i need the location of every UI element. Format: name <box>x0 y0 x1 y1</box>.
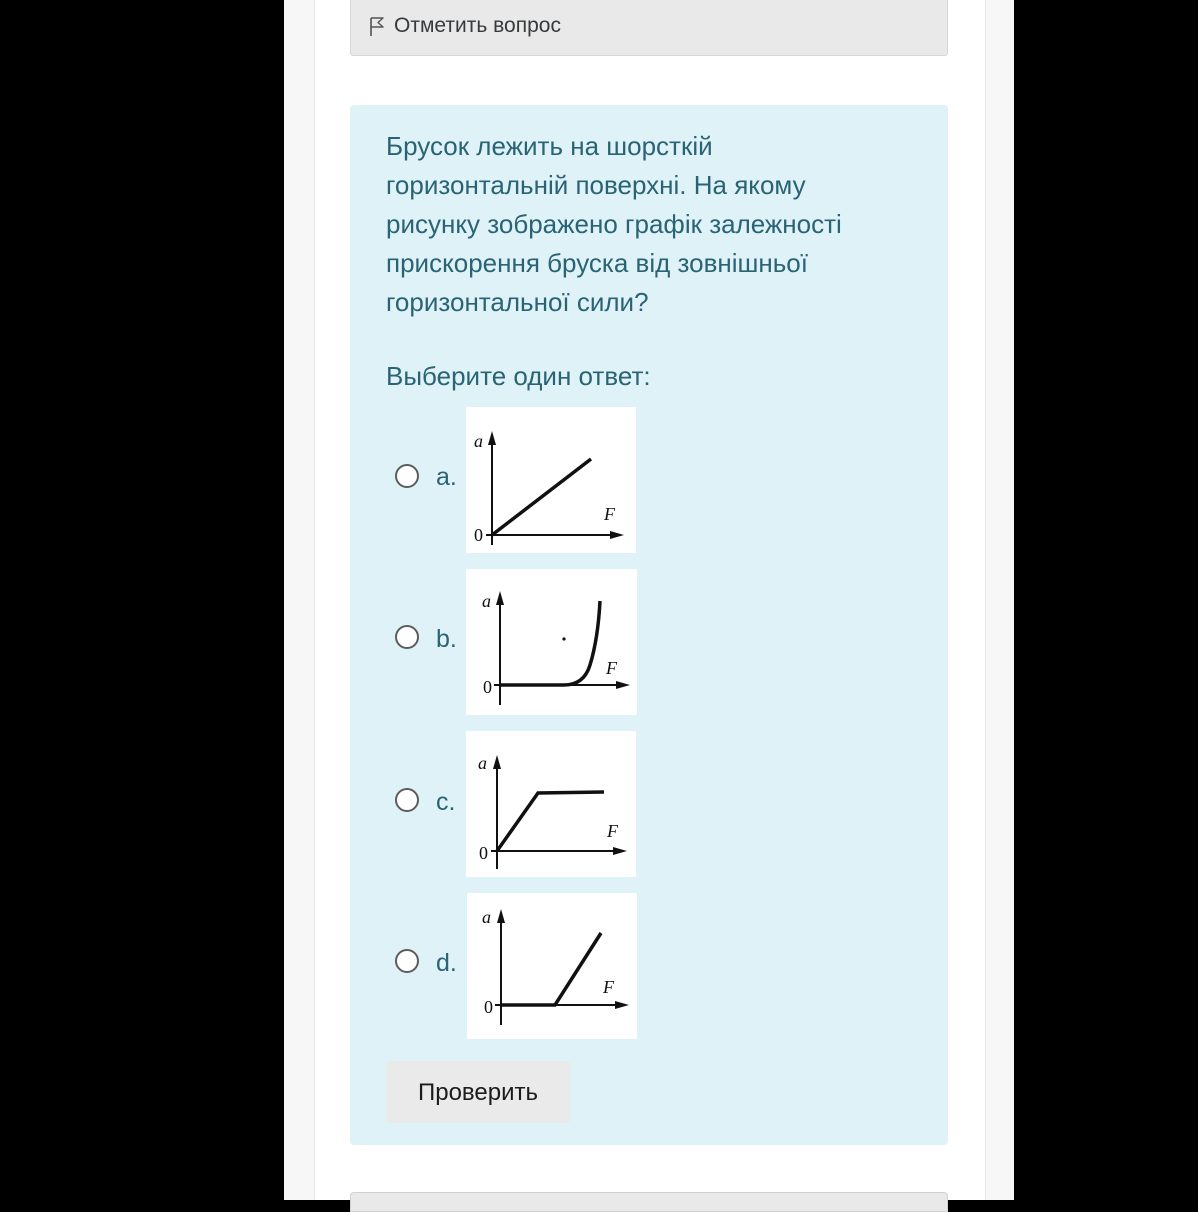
origin-label: 0 <box>484 997 493 1017</box>
axis-label-a: a <box>478 753 487 773</box>
option-c-graph[interactable] <box>466 731 636 877</box>
option-c-label[interactable]: c. <box>436 788 456 816</box>
axis-label-f: F <box>607 821 618 841</box>
option-d-graph[interactable] <box>467 893 637 1039</box>
check-button[interactable]: Проверить <box>386 1061 570 1123</box>
question-line: Брусок лежить на шорсткій <box>386 131 713 161</box>
answer-prompt: Выберите один ответ: <box>386 361 651 391</box>
question-line: прискорення бруска від зовнішньої <box>386 248 808 278</box>
question-line: горизонтальної сили? <box>386 287 649 317</box>
flag-icon[interactable] <box>369 17 385 37</box>
axis-label-f: F <box>603 977 614 997</box>
axis-label-f: F <box>606 658 617 678</box>
axis-label-f: F <box>604 504 615 524</box>
option-a-radio[interactable] <box>395 464 419 488</box>
axis-label-a: a <box>482 907 491 927</box>
option-b-label[interactable]: b. <box>436 625 457 653</box>
question-text <box>386 127 896 322</box>
origin-label: 0 <box>483 677 492 697</box>
flag-question-link[interactable]: Отметить вопрос <box>394 14 561 37</box>
axis-label-a: a <box>474 431 483 451</box>
option-d-label[interactable]: d. <box>436 949 457 977</box>
next-question-card <box>350 1192 948 1212</box>
origin-label: 0 <box>474 525 483 545</box>
origin-label: 0 <box>479 843 488 863</box>
option-a-graph[interactable] <box>466 407 636 553</box>
option-d-radio[interactable] <box>395 949 419 973</box>
question-card <box>350 105 948 1145</box>
flag-question-bar[interactable] <box>350 0 948 56</box>
option-a-label[interactable]: a. <box>436 463 457 491</box>
option-b-graph[interactable] <box>466 569 637 715</box>
axis-label-a: a <box>482 591 491 611</box>
question-line: рисунку зображено графік залежності <box>386 209 842 239</box>
question-line: горизонтальній поверхні. На якому <box>386 170 806 200</box>
option-b-radio[interactable] <box>395 625 419 649</box>
option-c-radio[interactable] <box>395 788 419 812</box>
